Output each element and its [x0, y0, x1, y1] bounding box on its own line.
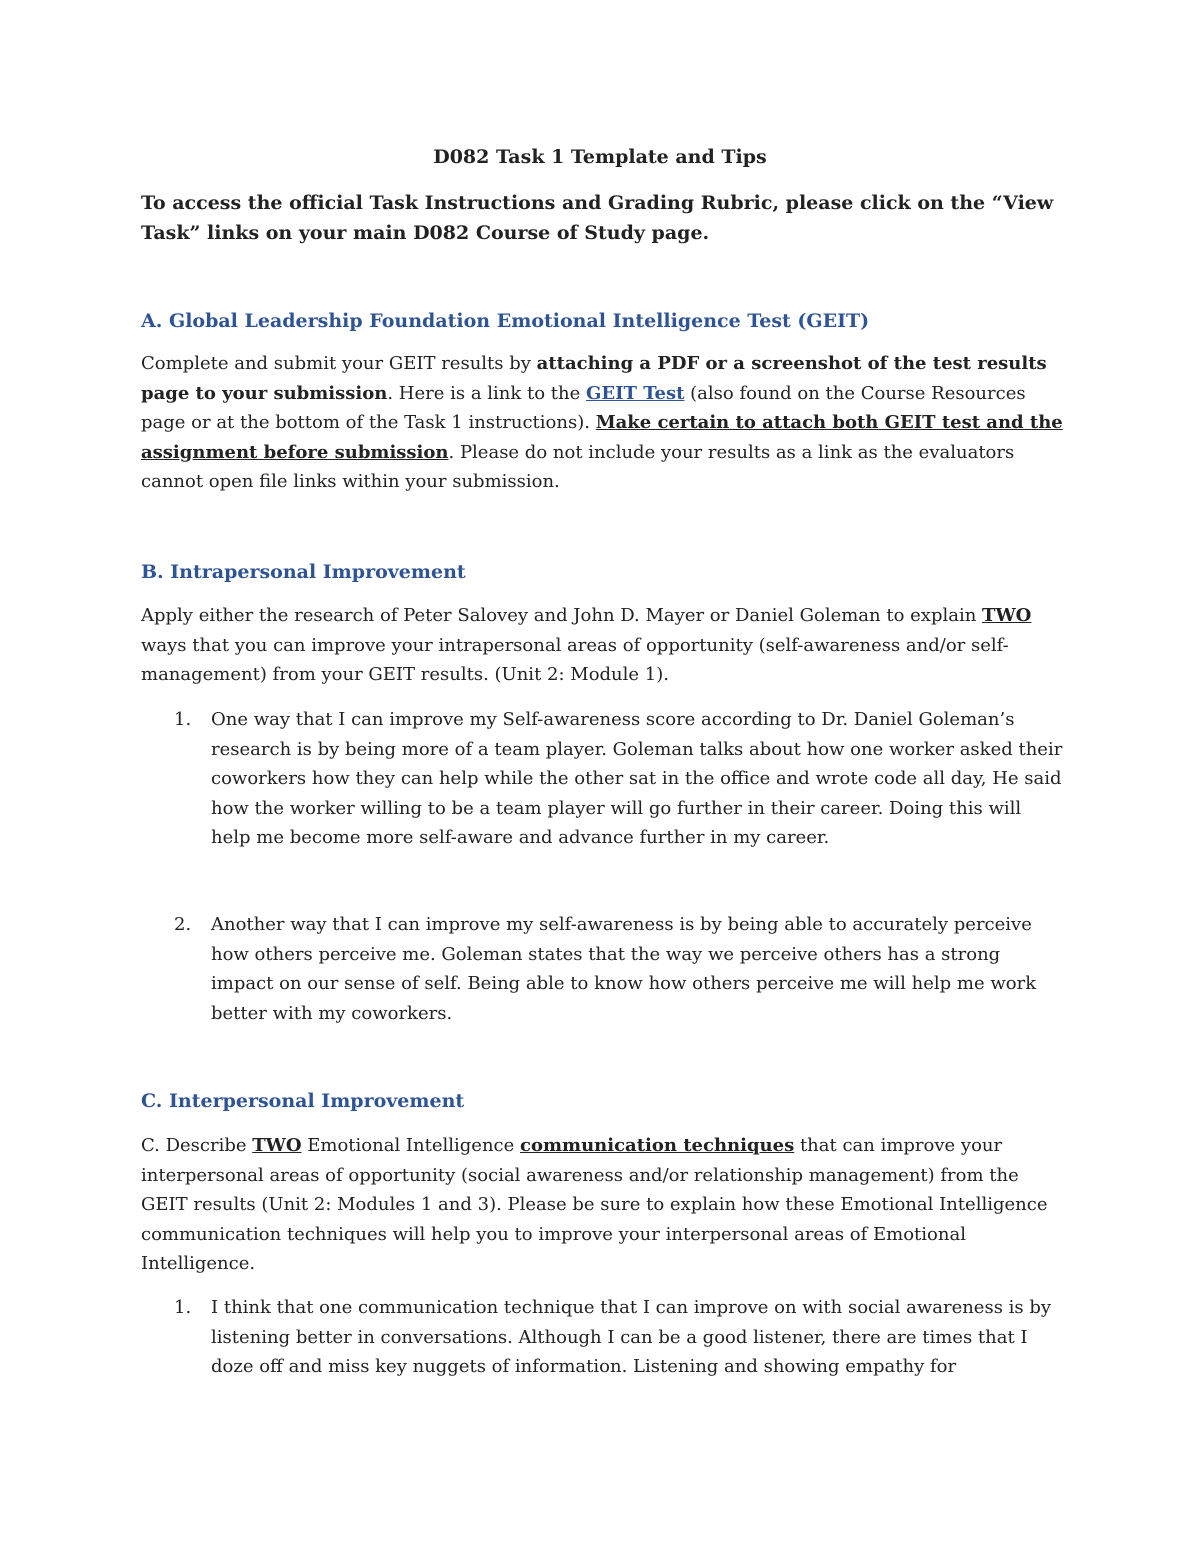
section-a-text-3: (also found on the Course Resources page or at the bottom of the Task 1 instructions).	[141, 382, 1026, 433]
section-c-list-item-1	[174, 1293, 1066, 1382]
section-b-heading: B. Intrapersonal Improvement	[141, 561, 466, 583]
section-a-heading: A. Global Leadership Foundation Emotional Intelligence Test (GEIT)	[141, 310, 870, 332]
section-c-two-emphasis: TWO	[252, 1135, 302, 1156]
section-a-text-2: . Here is a link to the	[387, 382, 587, 404]
list-number: 1.	[174, 1297, 192, 1318]
section-c-paragraph	[141, 1131, 1066, 1279]
section-b-text-1: Apply either the research of Peter Salovey and John D. Mayer or Daniel Goleman to explain	[141, 605, 983, 626]
list-item-text: I think that one communication technique that I can improve on with social awareness is by listening better in conversations. Although I can be a good listener, there are times that I doze off and miss key nuggets of information. Listening and showing empathy for	[211, 1297, 1052, 1377]
document-title: D082 Task 1 Template and Tips	[433, 146, 767, 168]
section-b-list-item-1	[174, 705, 1066, 853]
section-a-paragraph	[141, 349, 1066, 497]
section-b-text-2: ways that you can improve your intrapersonal areas of opportunity (self-awareness and/or self-management) from your GEIT results. (Unit 2: Module 1).	[141, 634, 1009, 685]
list-item-text: Another way that I can improve my self-awareness is by being able to accurately perceive how others perceive me. Goleman states that the way we perceive others has a strong impact on our sense of self. Being able to know how others perceive me will help me work better with my coworkers.	[211, 914, 1037, 1024]
section-a-bold-text: attaching a PDF or a screenshot of the test results page to your submission	[141, 353, 1047, 404]
section-a-text-4: . Please do not include your results as a link as the evaluators cannot open file links within your submission.	[141, 441, 1015, 492]
intro-instructions: To access the official Task Instructions and Grading Rubric, please click on the “View Task” links on your main D082 Course of Study page.	[141, 192, 1054, 244]
section-c-text-3: that can improve your interpersonal areas of opportunity (social awareness and/or relationship management) from the GEIT results (Unit 2: Modules 1 and 3). Please be sure to explain how these Emotional Intelligence communication techniques will help you to improve your interpersonal areas of Emotional Intelligence.	[141, 1135, 1048, 1274]
section-c-text-1: C. Describe	[141, 1135, 253, 1156]
geit-test-link[interactable]: GEIT Test	[586, 382, 685, 404]
section-a-text-1: Complete and submit your GEIT results by	[141, 353, 537, 374]
section-b-two-emphasis: TWO	[982, 605, 1032, 626]
section-c-techniques-emphasis: communication techniques	[520, 1135, 795, 1156]
section-c-heading: C. Interpersonal Improvement	[141, 1090, 465, 1112]
list-number: 1.	[174, 709, 192, 730]
list-number: 2.	[174, 914, 192, 935]
section-b-paragraph	[141, 601, 1066, 690]
section-b-list-item-2	[174, 910, 1066, 1028]
list-item-text: One way that I can improve my Self-awareness score according to Dr. Daniel Goleman’s research is by being more of a team player. Goleman talks about how one worker asked their coworkers how they can help while the other sat in the office and wrote code all day, He said how the worker willing to be a team player will go further in their career. Doing this will help me become more self-aware and advance further in my career.	[211, 709, 1063, 848]
section-c-text-2: Emotional Intelligence	[301, 1135, 521, 1156]
section-a-underlined-text: Make certain to attach both GEIT test and the assignment before submission	[141, 412, 1063, 463]
